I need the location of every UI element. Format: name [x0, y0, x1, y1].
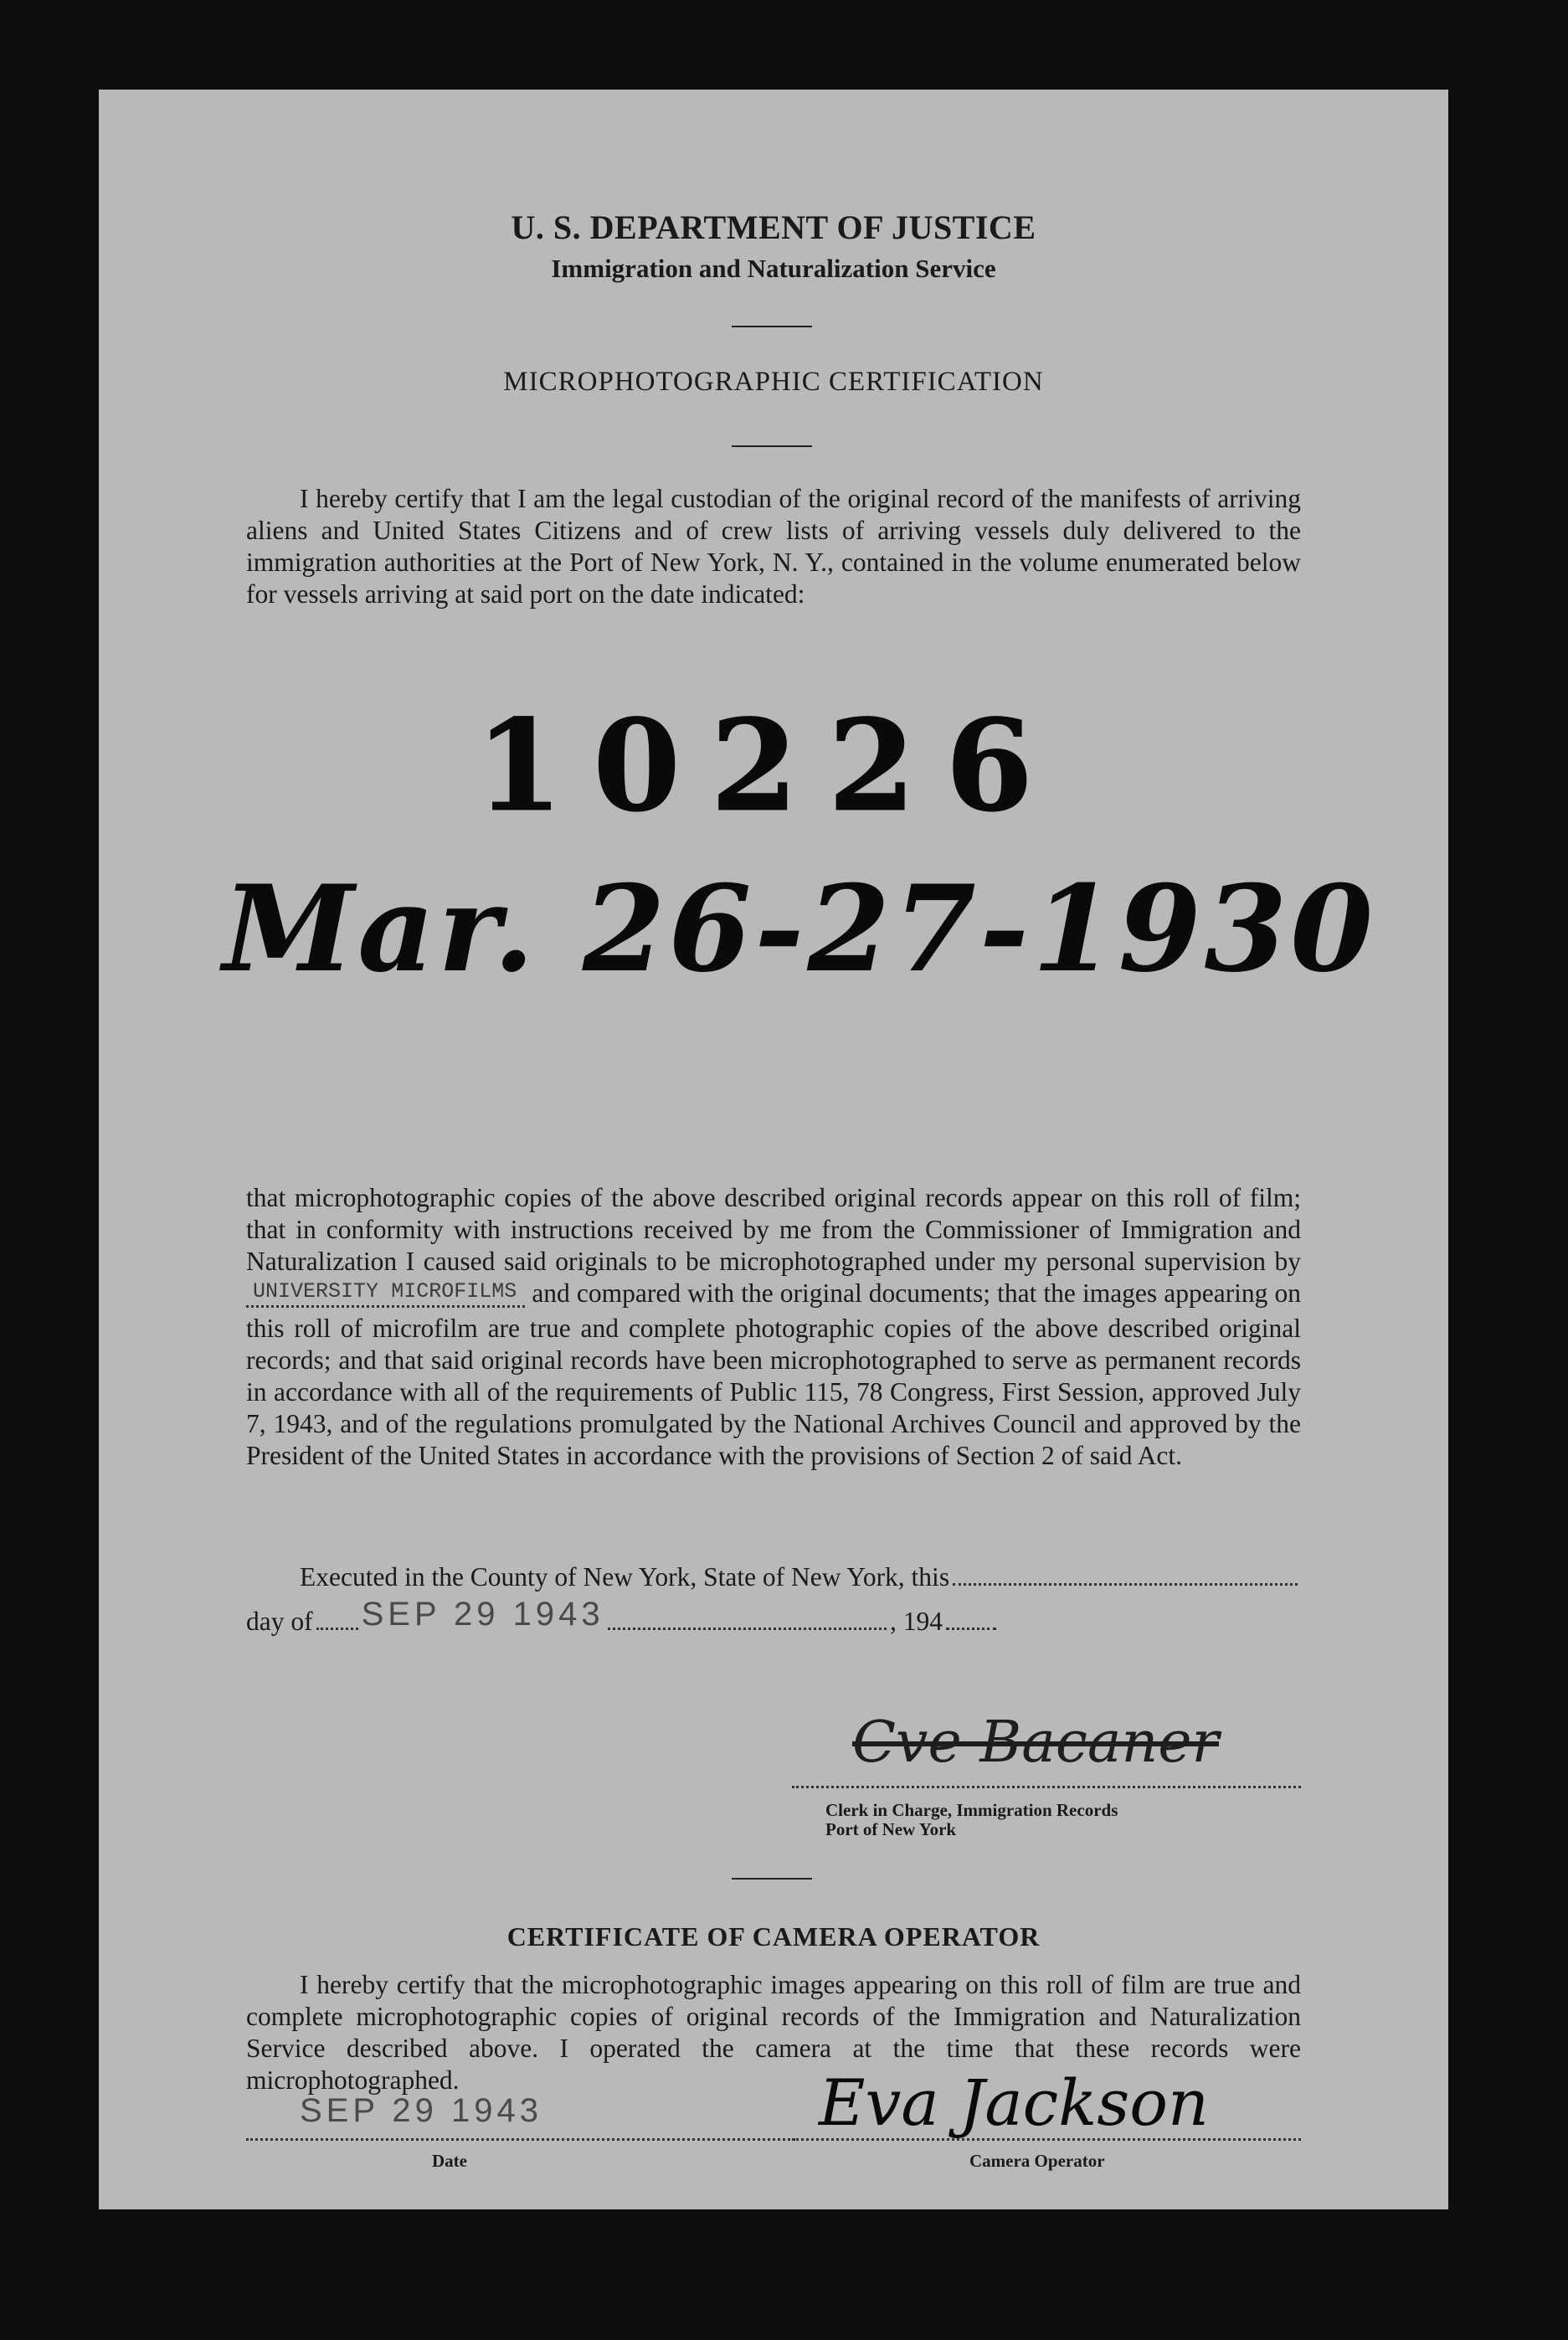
clerk-office: Port of New York	[825, 1819, 957, 1839]
operator-text: I hereby certify that the microphotographic images appearing on this roll of film are true and complete microphotographic copies of original records of the Immigration and Naturalization Service described above. I operated the camera at the time that these records were microphotographed.	[246, 1970, 1301, 2095]
certification-heading: MICROPHOTOGRAPHIC CERTIFICATION	[503, 367, 1044, 397]
execution-text: Executed in the County of New York, State of New York, this	[300, 1562, 950, 1592]
execution-line	[246, 1561, 1301, 1593]
service-subtitle: Immigration and Naturalization Service	[551, 254, 996, 283]
day-of-line	[246, 1596, 1000, 1638]
operator-signature-label: Camera Operator	[969, 2151, 1105, 2171]
divider	[732, 445, 812, 447]
supervisor-stamp: UNIVERSITY MICROFILMS	[246, 1279, 525, 1308]
intro-text: I hereby certify that I am the legal custodian of the original record of the manifests of arriving aliens and United States Citizens and of crew lists of arriving vessels duly delivered to the immigration authorities at the Port of New York, N. Y., contained in the volume enumerated below for vessels arriving at said port on the date indicated:	[246, 484, 1301, 609]
clerk-title: Clerk in Charge, Immigration Records	[825, 1800, 1118, 1820]
certificate-sheet	[99, 90, 1448, 2209]
day-of-label: day of	[246, 1607, 313, 1636]
handwritten-dates: Mar. 26-27-1930	[223, 860, 1377, 999]
body-text-part2: and compared with the original documents; that the images appearing on this roll of microfilm are true and complete photographic copies of the above described original records; and that said original records have been microphotographed to serve as permanent records in accordance with all of the requirements of Public 115, 78 Congress, First Session, approved July 7, 1943, and of the regulations promulgated by the National Archives Council and approved by the President of the United States in accordance with the provisions of Section 2 of said Act.	[246, 1278, 1301, 1470]
dotted-fill	[316, 1628, 358, 1630]
execution-date-stamp: SEP 29 1943	[361, 1596, 604, 1633]
date-label: Date	[432, 2151, 467, 2171]
clerk-signature-line	[792, 1786, 1301, 1788]
year-prefix: , 194	[890, 1607, 943, 1636]
handwritten-volume-number: 10226	[476, 692, 1063, 840]
clerk-signature: Cve Bacaner	[852, 1710, 1219, 1776]
divider	[732, 1878, 812, 1880]
dotted-fill	[953, 1583, 1298, 1586]
date-line	[246, 2138, 795, 2141]
intro-paragraph	[246, 483, 1301, 610]
operator-heading: CERTIFICATE OF CAMERA OPERATOR	[506, 1921, 1041, 1952]
divider	[732, 326, 812, 327]
operator-date-stamp: SEP 29 1943	[300, 2092, 543, 2129]
body-paragraph	[246, 1182, 1301, 1472]
clerk-caption	[825, 1801, 1118, 1839]
body-text-part1: that microphotographic copies of the above described original records appear on this roll of film; that in conformity with instructions received by me from the Commissioner of Immigration and Naturalization I caused said originals to be microphotographed under my personal supervision by	[246, 1183, 1301, 1276]
operator-signature-line	[792, 2138, 1301, 2141]
operator-signature: Eva Jackson	[819, 2065, 1209, 2140]
dotted-fill	[608, 1628, 887, 1630]
dotted-fill	[946, 1628, 996, 1630]
department-title: U. S. DEPARTMENT OF JUSTICE	[511, 208, 1036, 246]
